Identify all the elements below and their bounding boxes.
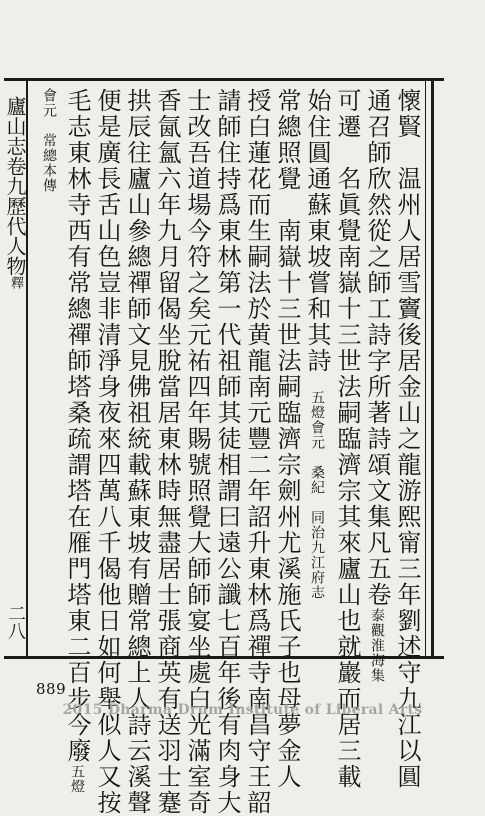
text-column: 便是廣長舌山色豈非清淨身夜來四萬八千偈他日如何舉似人又按 bbox=[93, 88, 121, 816]
margin-header bbox=[0, 96, 28, 556]
text-column bbox=[34, 88, 64, 654]
frame-inner-border bbox=[425, 78, 426, 659]
text-column: 拱辰往廬山參總禪師文見佛祖統載蘇東坡有贈常總上人詩云溪聲 bbox=[123, 88, 151, 816]
text-column: 始住圓通蘇東坡嘗和其詩五燈會元 桑紀 同治九江府志 bbox=[303, 88, 331, 600]
text-column: 毛志東林寺西有常總禪師塔桑疏謂塔在雁門塔東二百步今廢五燈 bbox=[63, 88, 91, 794]
source-note: 會元 常總本傳 bbox=[41, 88, 57, 193]
section-label: 歷代人物 bbox=[3, 196, 27, 276]
frame-right-border bbox=[431, 78, 434, 659]
book-title: 廬山志 bbox=[3, 96, 27, 156]
text-column: 授白蓮花而生嗣法於黄龍南元豐二年詔升東林爲禪寺南昌守王韶 bbox=[243, 88, 271, 816]
text-column: 士改吾道場今符之矣元祐四年賜號照覺大師師宴坐處白光滿室奇 bbox=[183, 88, 211, 816]
folio-number: 二八 bbox=[5, 604, 26, 640]
source-note: 五燈 bbox=[69, 764, 85, 794]
text-column: 常總照覺 南嶽十三世法嗣臨濟宗劍州尤溪施氏子也母夢金人 bbox=[273, 88, 301, 790]
text-column: 懷賢 温州人居雪竇後居金山之龍游熙甯三年劉述守九江以圓 bbox=[393, 88, 421, 790]
page-number: 889 bbox=[36, 680, 67, 698]
section-sub-label: 釋 bbox=[8, 276, 23, 289]
volume-label: 卷九 bbox=[3, 156, 27, 196]
frame-top-border bbox=[4, 78, 444, 81]
watermark: 2015 Dharma Drum Institute of Liberal Arts bbox=[62, 702, 423, 718]
source-note: 五燈會元 桑紀 同治九江府志 bbox=[309, 390, 325, 600]
text-column: 請師住持爲東林第一代祖師其徒相謂曰遠公讖七百年後有肉身大 bbox=[213, 88, 241, 816]
text-column: 通召師欣然從之師工詩字所著詩頌文集凡五卷泰觀淮海集 bbox=[363, 88, 391, 683]
text-column: 香氤氳六年九月留偈坐脫當居東林時無盡居士張商英有送羽士蹇 bbox=[153, 88, 181, 816]
text-column: 可遷 名眞覺南嶽十三世法嗣臨濟宗其來廬山也就巖而居三載 bbox=[333, 88, 361, 790]
source-note: 泰觀淮海集 bbox=[369, 608, 385, 683]
